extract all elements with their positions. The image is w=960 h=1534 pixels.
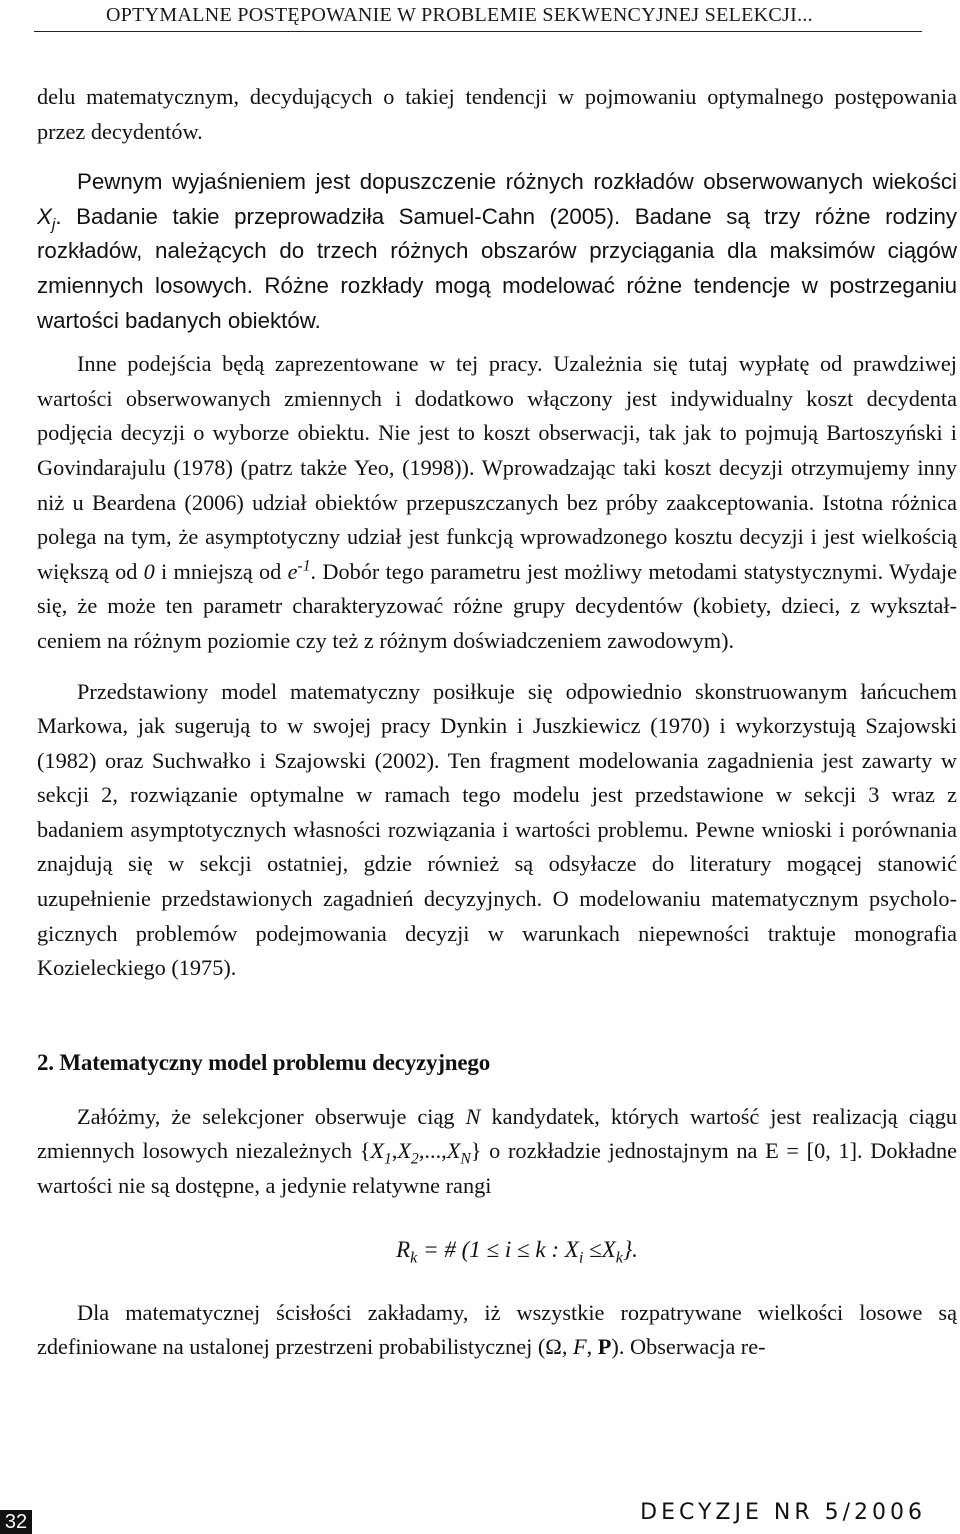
paragraph-5: Załóżmy, że selekcjoner obserwuje ciąg N kandydatek, których wartość jest realizacją ciągu zmiennych losowych niezależnych $\{X_1,X_2,...,X_N\}$ o rozkładzie jednostajnym na E = [0, 1]. Dokładne wartości nie są dostępne, a jedynie relatywne rangi [37, 1103, 957, 1199]
section-heading: 2. Matematyczny model problemu decyzyjnego [37, 1049, 491, 1075]
paragraph-1: delu matematycznym, decydujących o takiej tendencji w pojmowaniu optymalnego postępowania przez decydentów. [37, 84, 957, 144]
paragraph-2: Pewnym wyjaśnieniem jest dopuszczenie różnych rozkładów obserwowanych wiekości $X_j$. Badanie takie przeprowadziła Samuel-Cahn (2005). Badane są trzy różne rodziny rozkładów, należących do trzech różnych obszarów przyciągania dla maksimów ciągów zmiennych losowych. Różne rozkłady mogą modelować różne tendencje w postrzeganiu wartości badanych obiektów. [37, 169, 957, 333]
rank-formula: $R_k$ = # (1 ≤ i ≤ k : $X_i \le X_k$}. [396, 1236, 638, 1267]
page-number: 32 [0, 1510, 32, 1534]
paragraph-3: Inne podejścia będą zaprezentowane w tej pracy. Uzależnia się tutaj wypłatę od prawdziwej wartości obserwowanych zmiennych i dodatkowo włączony jest indywidualny koszt decydenta podjęcia decyzji o wyborze obiektu. Nie jest to koszt obserwacji, tak jak to pojmują Bartoszyński i Govindarajulu (1978) (patrz także Yeo, (1998)). Wprowadzając taki koszt decyzji otrzymujemy inny niż u Beardena (2006) udział obiektów przepuszczanych bez próby zaakceptowania. Istotna różnica polega na tym, że asymptotyczny udział jest funkcją wprowadzonego kosztu decyzji i jest wielkością większą od 0 i mniejszą od $e^{-1}$. Dobór tego parametru jest możliwy metodami statystycznymi. Wydaje się, że może ten parametr charakteryzować różne grupy decydentów (kobiety, dzieci, z wykształceniem na różnym poziomie czy też z różnym doświadczeniem zawodowym). [37, 351, 957, 653]
journal-footer: DECYZJE NR 5/2006 [640, 1500, 926, 1525]
paragraph-6: Dla matematycznej ścisłości zakładamy, iż wszystkie rozpatrywane wielkości losowe są zdefiniowane na ustalonej przestrzeni probabilistycznej (Ω, F, P). Obserwacja re- [37, 1299, 957, 1360]
paragraph-4: Przedstawiony model matematyczny posiłkuje się odpowiednio skonstruowanym łańcuchem Markowa, jak sugerują to w swojej pracy Dynkin i Juszkiewicz (1970) i wykorzystują Szajowski (1982) oraz Suchwałko i Szajowski (2002). Ten fragment modelowania zagadnienia jest zawarty w sekcji 2, rozwiązanie optymalne w ramach tego modelu jest przedstawione w sekcji 3 wraz z badaniem asymptotycznych własności rozwiązania i wartości problemu. Pewne wnioski i porównania znajdują się w sekcji ostatniej, gdzie również są odsyłacze do literatury mogącej stanowić uzupełnienie przedstawionych zagadnień decyzyjnych. O modelowaniu matematycznym psychologicznych problemów podejmowania decyzji w warunkach niepewności traktuje monografia Kozieleckiego (1975). [37, 678, 957, 981]
page-body [37, 80, 957, 1365]
running-header: OPTYMALNE POSTĘPOWANIE W PROBLEMIE SEKWENCYJNEJ SELEKCJI... [34, 4, 922, 32]
